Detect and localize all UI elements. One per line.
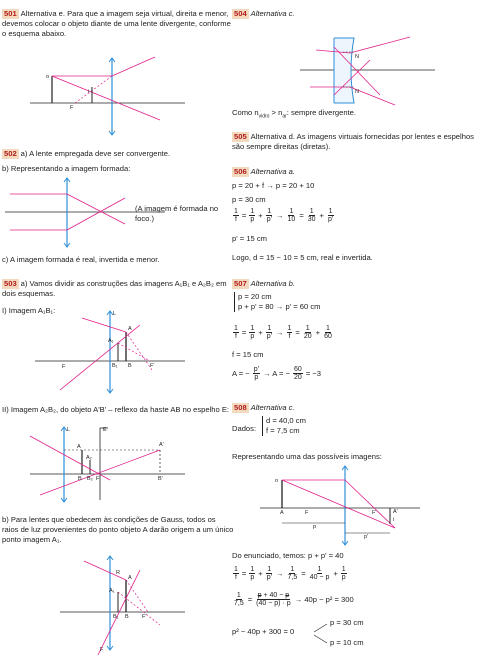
q508-label-p: p [313, 524, 317, 530]
q502-a: 502 a) A lente empregada deve ser convergente. [4, 149, 171, 158]
q506-equation: $\frac{1}{f}$ = $\frac{1}{p}$ + $\frac{1}{p'}$ → $\frac{1}{10}$ = $\frac{1}{30}$ + $\frac{1}{p'}$ [234, 208, 334, 224]
q503-f1-A: A [128, 326, 132, 332]
q506-line3: p' = 15 cm [232, 234, 268, 243]
q504-label-N1: N [355, 54, 359, 60]
q502-note: (A imagem é formada no foco.) [135, 204, 219, 224]
q503-f3-A: A [128, 575, 132, 581]
q508-label-o: o [275, 478, 279, 484]
q507-number: 507 [234, 279, 247, 288]
q506-header: 506 Alternativa a. [234, 167, 295, 176]
q501-label-i: i [88, 89, 90, 95]
q507-magnification: A = − $\frac{p'}{p}$ → A = − $\frac{60}{20}$ = −3 [232, 366, 322, 382]
q503-f1-Fp: F' [150, 363, 155, 369]
q503-ii: II) Imagem A₂B₂, do objeto A'B' – reflexo da haste AB no espelho E: [2, 405, 230, 414]
q504-text: 504 Alternativa c. [234, 9, 295, 18]
q506-line2: p = 30 cm [232, 195, 266, 204]
q503-f1-B1: B₁ [112, 363, 118, 369]
q508-enunc: Do enunciado, temos: p + p' = 40 [232, 551, 344, 560]
q501-body: Alternativa e. Para que a imagem seja virtual, direita e menor, devemos colocar o objeto diante de uma lente divergente, conforme o esquema abaixo. [2, 9, 231, 39]
q503-b: b) Para lentes que obedecem às condições de Gauss, todos os raios de luz provenientes do ponto objeto A darão origem a um único ponto imagem A₁. [2, 515, 234, 545]
q501-label-o: o [46, 74, 50, 80]
q505-number: 505 [234, 132, 247, 141]
q508-dados: d = 40,0 cm f = 7,5 cm [262, 416, 306, 436]
q503-f2-Fp: F' [96, 476, 101, 482]
q508-header: 508 Alternativa c. [234, 403, 295, 412]
q503-f2-E: E [103, 427, 107, 433]
q505-text: 505 Alternativa d. As imagens virtuais fornecidas por lentes e espelhos são sempre direitas (diretas). [232, 132, 474, 152]
q503-f1-F: F [62, 364, 66, 370]
q508-dados-label: Dados: [232, 424, 257, 433]
q503-figure-3 [0, 0, 240, 663]
q508-label-A: A [280, 510, 284, 516]
q508-result-arrows [230, 0, 480, 663]
q508-label-Ap: A' [393, 509, 398, 515]
q508-equation-3: p² − 40p + 300 = 0 [232, 627, 295, 636]
q504-caption: Como $n_{vidro} > n_{ar}$: sempre divergente. [232, 108, 357, 120]
q507-line3: f = 15 cm [232, 350, 264, 359]
q503-number: 503 [4, 279, 17, 288]
q502-c: c) A imagem formada é real, invertida e menor. [2, 255, 160, 264]
q504-number: 504 [234, 9, 247, 18]
q503-f3-B1: B₁ [113, 614, 119, 620]
q501-label-F: F [70, 105, 74, 111]
q501-number: 501 [4, 9, 17, 18]
q508-number: 508 [234, 403, 247, 412]
q508-r2: p = 10 cm [330, 638, 364, 647]
q508-rep: Representando uma das possíveis imagens: [232, 452, 382, 461]
q504-label-N2: N [355, 89, 359, 95]
q503-f1-A1: A₁ [108, 338, 114, 344]
q506-line1: p = 20 + f → p = 20 + 10 [232, 181, 315, 190]
q503-f2-A: A [77, 444, 81, 450]
q503-f3-B: B [125, 614, 129, 620]
q503-f2-B: B [78, 476, 82, 482]
q508-label-pp: p' [364, 534, 369, 540]
q503-f1-L: L [113, 311, 117, 317]
q502-number: 502 [4, 149, 17, 158]
q503-f2-A2: A₂ [86, 455, 92, 461]
q507-header: 507 Alternativa b. [234, 279, 295, 288]
q503-f2-Ap: A' [159, 442, 164, 448]
q508-label-Fp: F' [372, 510, 377, 516]
q506-number: 506 [234, 167, 247, 176]
q508-equation-2: $\frac{1}{7,5}$ = $\frac{p + 40 - p}{(40 - p) \cdot p}$ → 40p − p² = 300 [234, 592, 354, 608]
q503-a: 503 a) Vamos dividir as construções das imagens A₁B₁ e A₂B₂ em dois esquemas. [2, 279, 227, 299]
q503-f3-F: F [100, 647, 104, 653]
q503-f3-Fp: F' [142, 614, 147, 620]
q508-label-F: F [305, 510, 309, 516]
q508-equation-1: $\frac{1}{f}$ = $\frac{1}{p}$ + $\frac{1}{p'}$ → $\frac{1}{7,5}$ = $\frac{1}{40 - p}$ + $\frac{1}{p}$ [234, 566, 346, 582]
q503-f3-A1: A₁ [109, 588, 115, 594]
q503-f2-Bp: B' [158, 476, 163, 482]
q507-system: p = 20 cm p + p' = 80 → p' = 60 cm [234, 292, 320, 312]
q508-label-i: i [393, 517, 395, 523]
q503-f2-L: L [67, 427, 71, 433]
q503-f3-R: R [116, 570, 120, 576]
q503-f2-B2: B₂ [87, 476, 93, 482]
q503-f1-B: B [128, 363, 132, 369]
q507-equation: $\frac{1}{f}$ = $\frac{1}{p}$ + $\frac{1}{p'}$ → $\frac{1}{f}$ = $\frac{1}{20}$ + $\frac{1}{60}$ [234, 325, 332, 341]
q506-line4: Logo, d = 15 − 10 = 5 cm, real e invertida. [232, 253, 373, 262]
q503-i: I) Imagem A₁B₁: [2, 306, 56, 315]
q502-b: b) Representando a imagem formada: [2, 164, 131, 173]
q508-r1: p = 30 cm [330, 618, 364, 627]
